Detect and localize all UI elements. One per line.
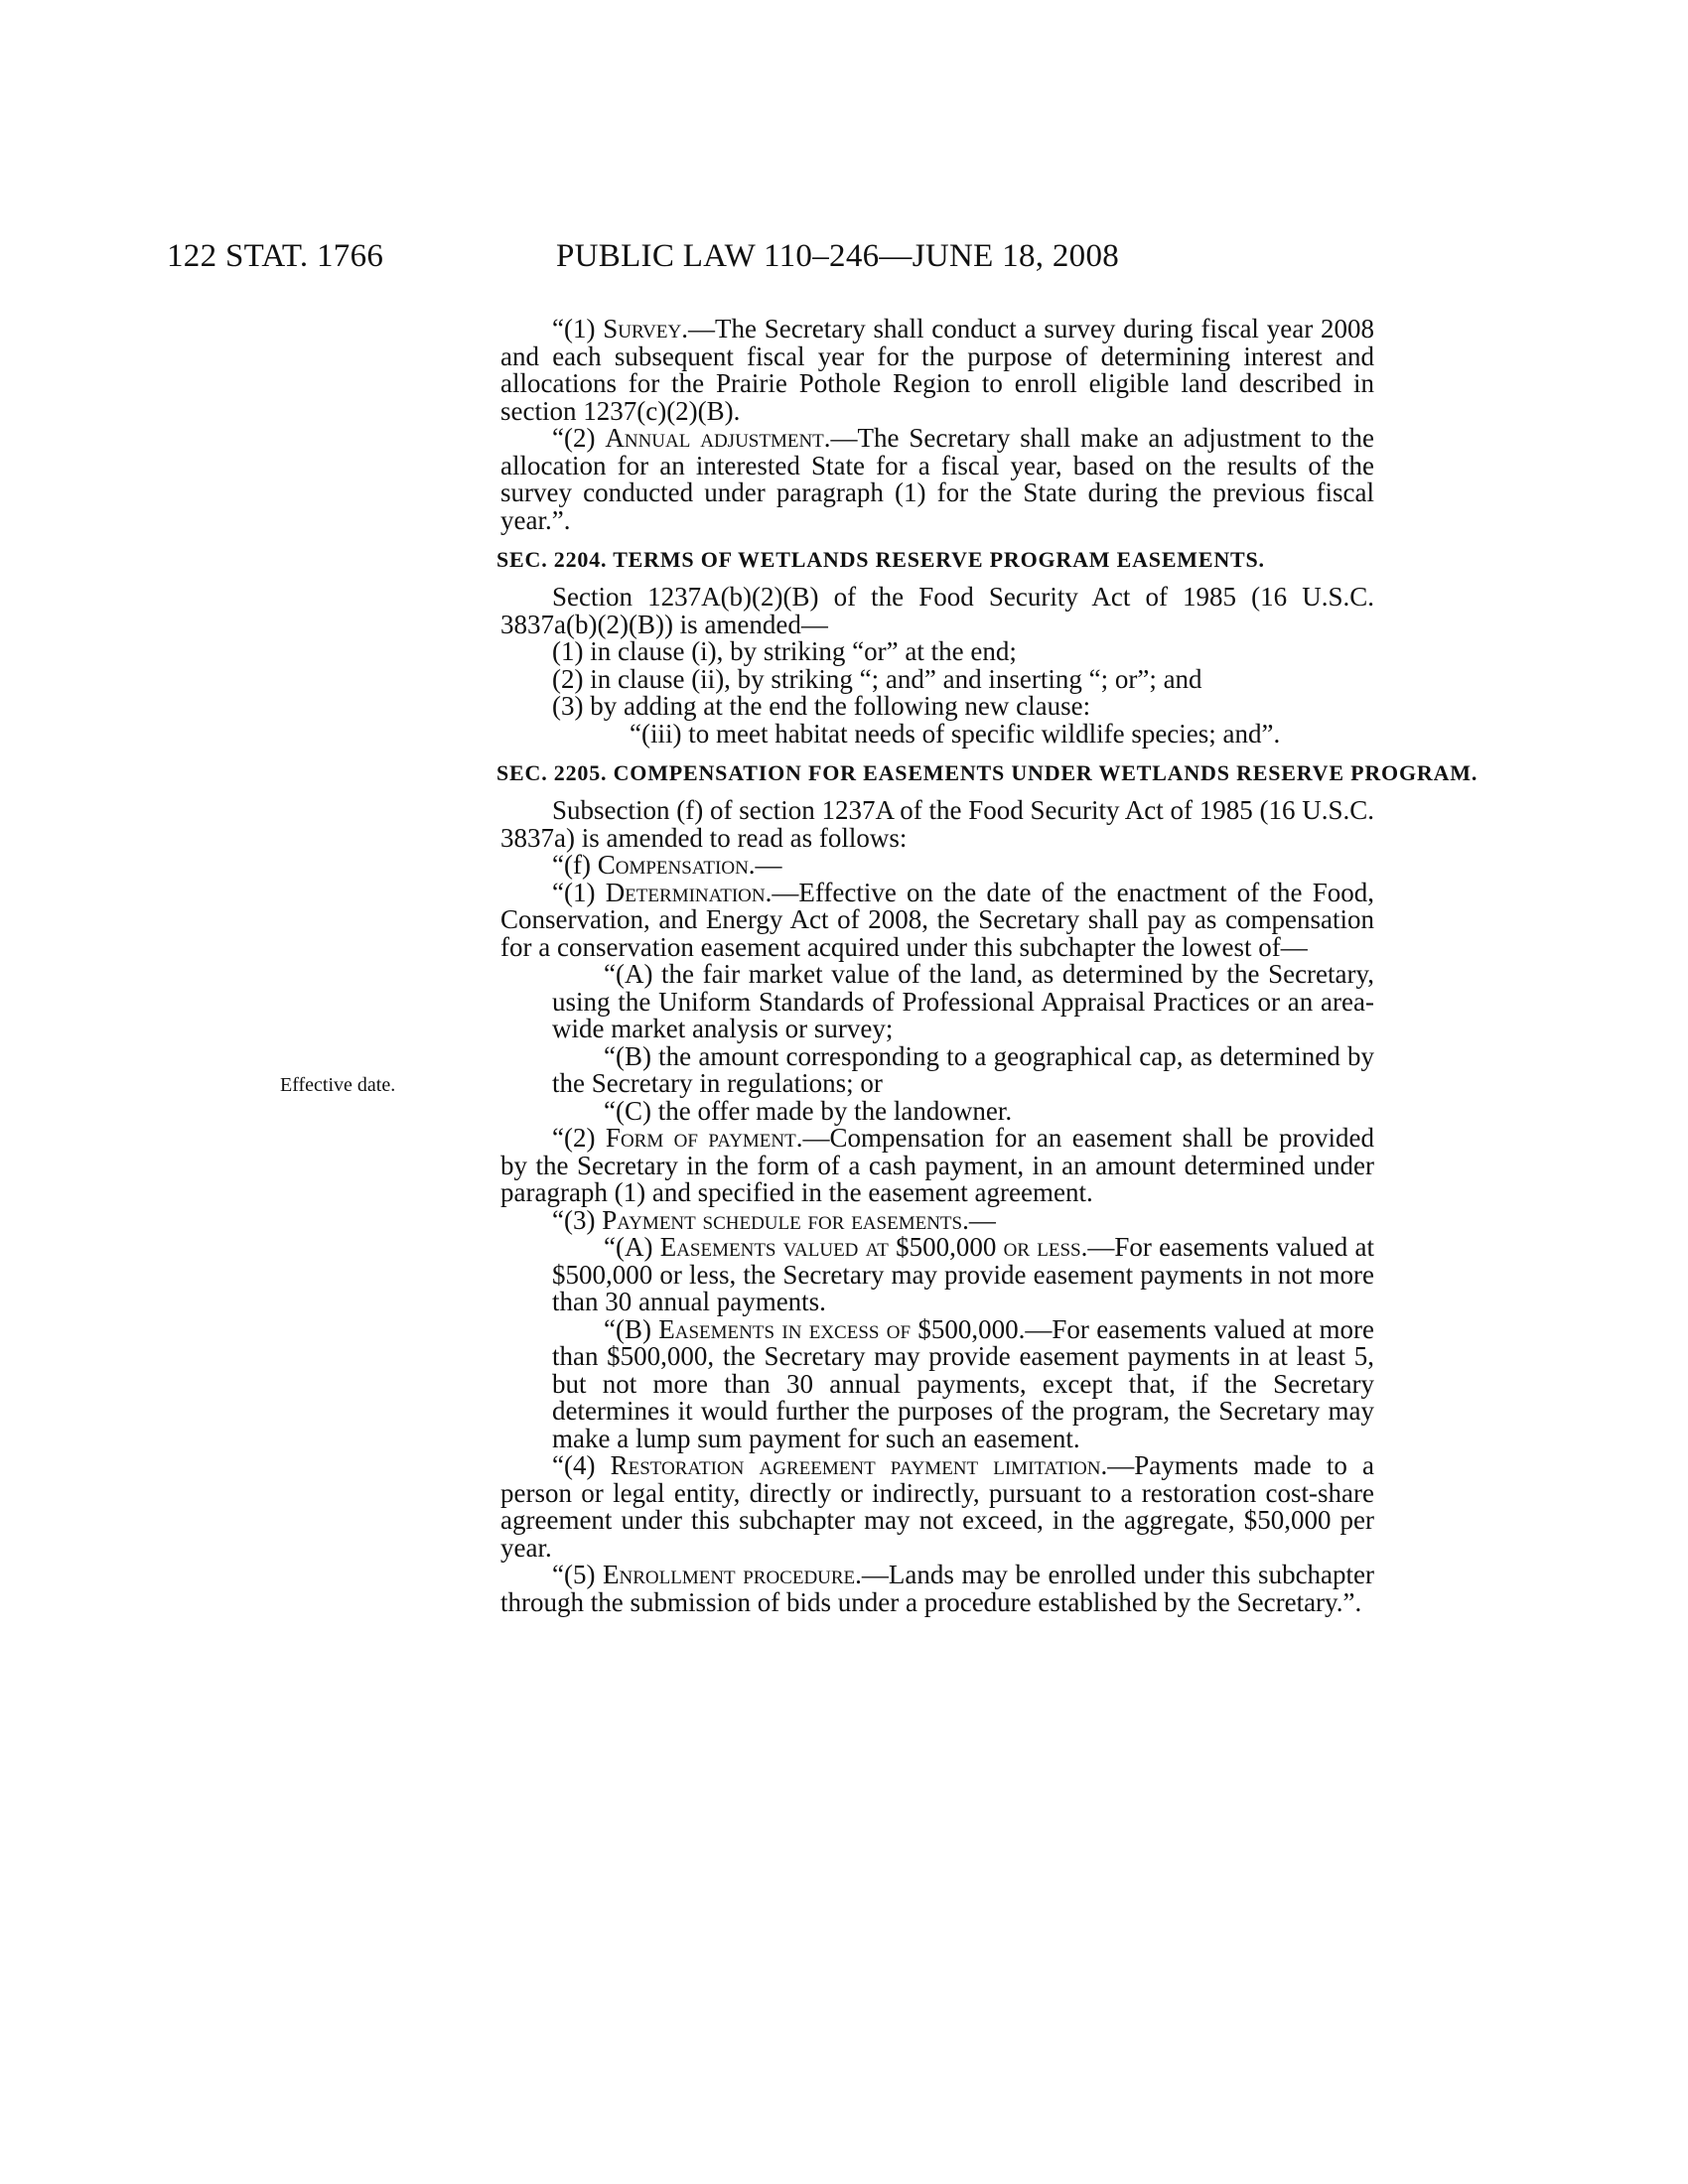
paragraph-enrollment-procedure: “(5) Enrollment procedure.—Lands may be enrolled under this subchapter through the submission of bids under a procedure established by the Secretary.”. [500,1560,1375,1617]
paragraph-form-of-payment: “(2) Form of payment.—Compensation for an easement shall be provided by the Secretary in the form of a cash payment, in an amount determined under paragraph (1) and specified in the easement agreement. [500,1123,1375,1207]
caption-easements-500k-or-less: Easements valued at $500,000 or less. [659,1232,1088,1262]
caption-form-of-payment: Form of payment. [605,1123,803,1153]
subsection-f-compensation: “(f) Compensation.— [552,850,782,880]
section-2204-intro: Section 1237A(b)(2)(B) of the Food Security Act of 1985 (16 U.S.C. 3837a(b)(2)(B)) is amended— [500,582,1374,639]
section-2204-heading: SEC. 2204. TERMS OF WETLANDS RESERVE PROGRAM EASEMENTS. [496,547,1265,572]
subparagraph-c-landowner-offer: “(C) the offer made by the landowner. [604,1095,1013,1126]
caption-payment-schedule: Payment schedule for easements. [602,1204,969,1235]
caption-easements-over-500k: Easements in excess of $500,000. [658,1313,1026,1344]
paragraph-payment-schedule: “(3) Payment schedule for easements.— [552,1204,996,1235]
statute-page-number: 122 STAT. 1766 [167,238,384,274]
caption-enrollment-procedure: Enrollment procedure. [603,1560,862,1589]
paragraph-determination: “(1) Determination.—Effective on the date of the enactment of the Food, Conservation, and Energy Act of 2008, the Secretary shall pay as compensation for a conservation easement acquired under this subchapter the lowest of— [500,877,1374,962]
caption-restoration-limitation: Restoration agreement payment limitation. [610,1450,1108,1480]
subparagraph-b-geographical-cap: “(B) the amount corresponding to a geographical cap, as determined by the Secretary in regulations; or [552,1040,1374,1098]
subparagraph-easements-over-500k: “(B) Easements in excess of $500,000.—For easements valued at more than $500,000, the Secretary may provide easement payments in at least 5, but not more than 30 annual payments, except that, if the Secretary determines it would further the purposes of the program, the Secretary may make a lump sum payment for such an easement. [552,1313,1374,1453]
subparagraph-a-fair-market-value: “(A) the fair market value of the land, as determined by the Secretary, using the Uniform Standards of Professional Appraisal Practices or an area-wide market analysis or survey; [552,959,1374,1043]
section-2204-item-1: (1) in clause (i), by striking “or” at the end; [552,636,1017,666]
paragraph-annual-adjustment: “(2) Annual adjustment.—The Secretary shall make an adjustment to the allocation for an interested State for a fiscal year, based on the results of the survey conducted under paragraph (1) for the State during the previous fiscal year.”. [500,423,1375,535]
document-body [496,314,1478,1617]
caption-determination: Determination. [605,877,773,907]
section-2204-item-3: (3) by adding at the end the following new clause: [552,691,1091,721]
caption-compensation: Compensation. [597,850,756,880]
section-2205-intro: Subsection (f) of section 1237A of the Food Security Act of 1985 (16 U.S.C. 3837a) is amended to read as follows: [500,795,1374,853]
paragraph-restoration-limitation: “(4) Restoration agreement payment limitation.—Payments made to a person or legal entity, directly or indirectly, pursuant to a restoration cost-share agreement under this subchapter may not exceed, in the aggregate, $50,000 per year. [500,1450,1374,1563]
caption-annual-adjustment: Annual adjustment. [605,423,831,453]
section-2204-item-2: (2) in clause (ii), by striking “; and” and inserting “; or”; and [552,663,1202,694]
paragraph-survey: “(1) Survey.—The Secretary shall conduct a survey during fiscal year 2008 and each subsequent fiscal year for the purpose of determining interest and allocations for the Prairie Pothole Region to enroll eligible land described in section 1237(c)(2)(B). [500,314,1375,426]
subparagraph-easements-500k-or-less: “(A) Easements valued at $500,000 or less.—For easements valued at $500,000 or less, the Secretary may provide easement payments in not more than 30 annual payments. [552,1232,1374,1316]
page-header [0,238,1688,288]
caption-survey: Survey. [603,314,688,343]
section-2205-heading: SEC. 2205. COMPENSATION FOR EASEMENTS UNDER WETLANDS RESERVE PROGRAM. [496,760,1478,785]
section-2204-clause-iii: “(iii) to meet habitat needs of specific wildlife species; and”. [630,718,1281,749]
public-law-title: PUBLIC LAW 110–246—JUNE 18, 2008 [556,238,1120,274]
margin-note-effective-date: Effective date. [280,1074,396,1096]
